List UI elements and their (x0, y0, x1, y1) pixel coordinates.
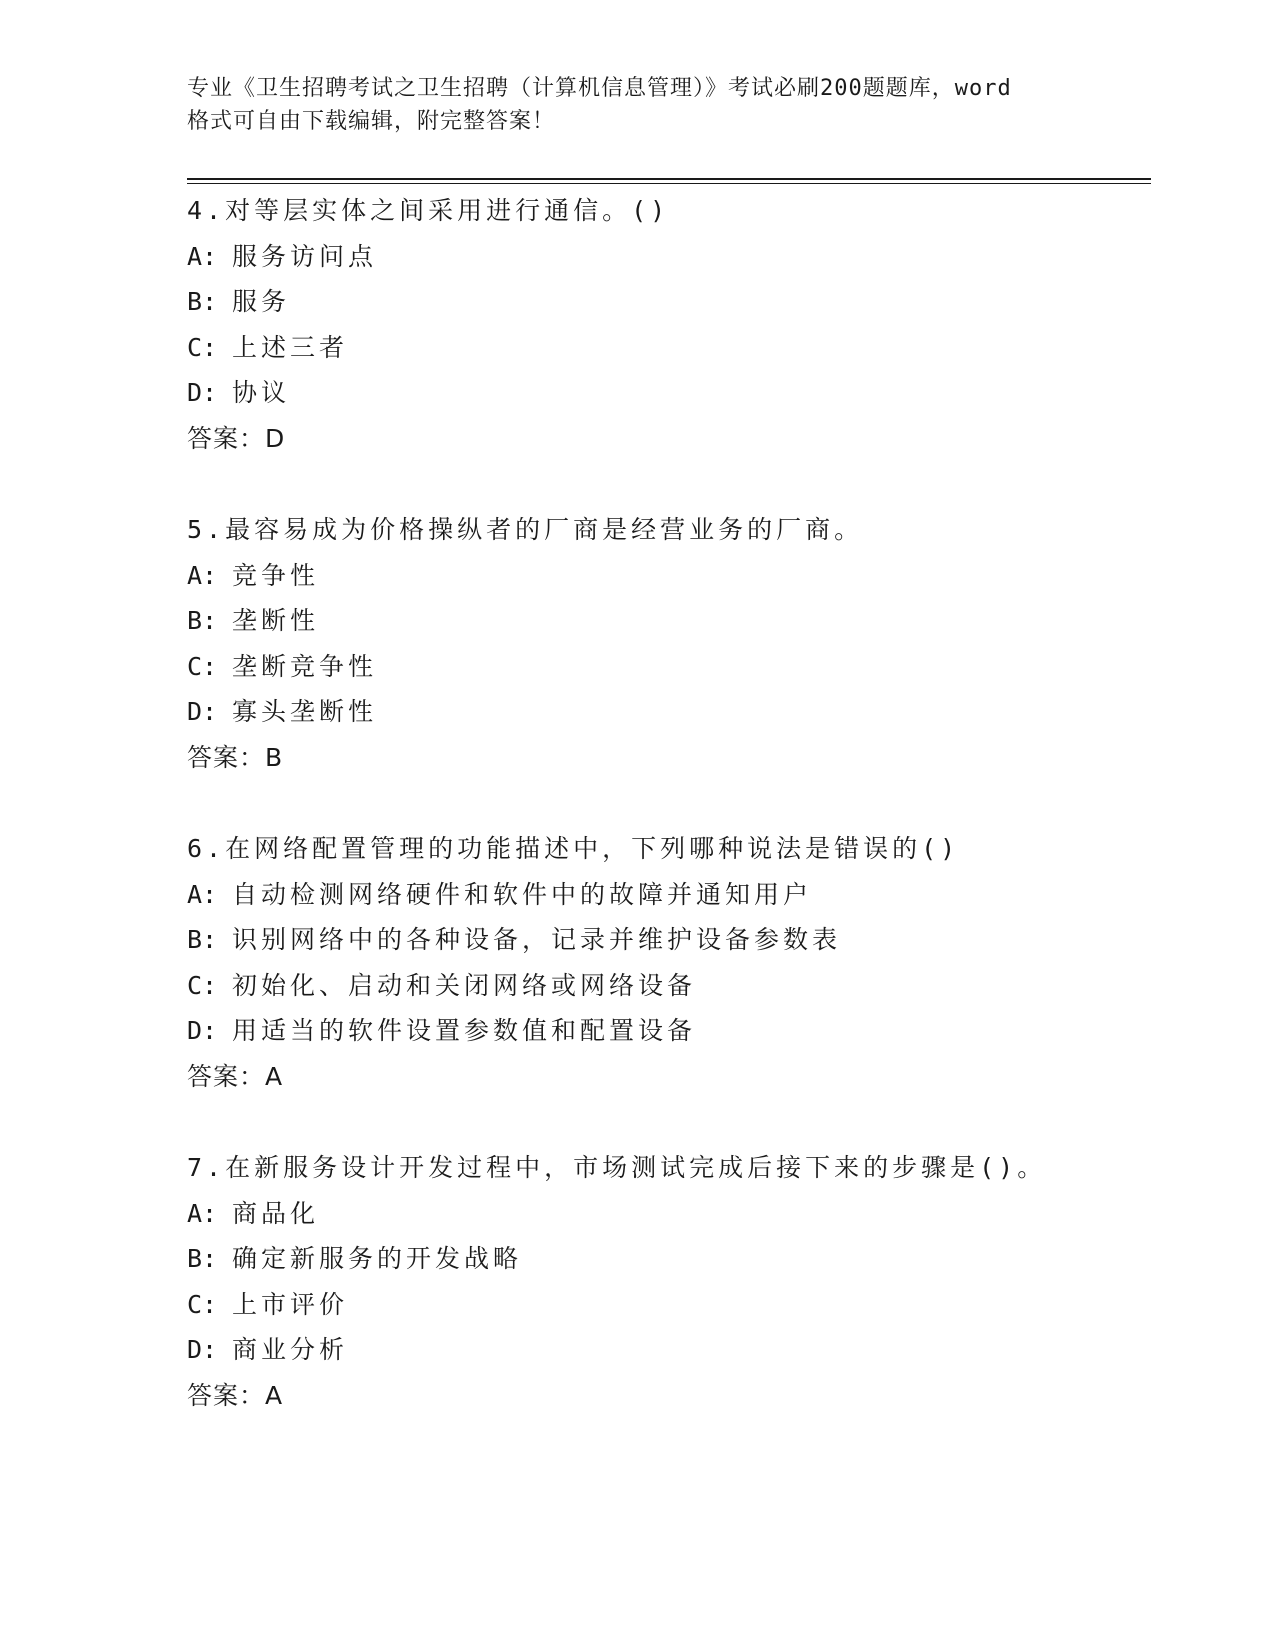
option-b (187, 598, 1151, 644)
option-text: 垄断竞争性 (232, 651, 378, 681)
option-text: 协议 (232, 378, 291, 407)
document-header (187, 72, 1087, 138)
option-text: 竞争性 (232, 560, 320, 590)
header-line-2: 格式可自由下载编辑，附完整答案！ (187, 109, 556, 134)
question-6 (187, 826, 1151, 1099)
option-d (187, 1008, 1151, 1054)
option-label: A: (187, 560, 218, 590)
option-c (187, 1282, 1151, 1328)
option-label: D: (187, 1016, 218, 1045)
question-7 (187, 1145, 1151, 1418)
header-line-1: 专业《卫生招聘考试之卫生招聘（计算机信息管理）》考试必刷200题题库，word (187, 76, 1012, 101)
question-4 (187, 188, 1151, 461)
option-text: 用适当的软件设置参数值和配置设备 (232, 1016, 697, 1045)
answer-line: 答案：D (187, 423, 286, 453)
option-text: 上述三者 (232, 332, 349, 362)
option-label: D: (187, 697, 218, 726)
option-label: B: (187, 1244, 218, 1273)
option-label: C: (187, 1289, 218, 1319)
option-text: 识别网络中的各种设备，记录并维护设备参数表 (232, 925, 842, 954)
option-text: 初始化、启动和关闭网络或网络设备 (232, 970, 697, 1000)
option-text: 寡头垄断性 (232, 697, 378, 726)
option-label: B: (187, 287, 218, 316)
option-label: C: (187, 332, 218, 362)
question-stem: 6.在网络配置管理的功能描述中，下列哪种说法是错误的() (187, 834, 960, 863)
header-divider-thick (187, 178, 1151, 180)
option-d (187, 370, 1151, 416)
option-c (187, 325, 1151, 371)
header-divider-thin (187, 183, 1151, 184)
answer-line: 答案：B (187, 742, 284, 772)
question-stem: 4.对等层实体之间采用进行通信。() (187, 196, 670, 225)
option-label: A: (187, 1198, 218, 1228)
option-label: A: (187, 879, 218, 909)
option-a (187, 872, 1151, 918)
option-a (187, 553, 1151, 599)
option-text: 服务访问点 (232, 241, 378, 271)
option-label: A: (187, 241, 218, 271)
option-d (187, 1327, 1151, 1373)
option-label: D: (187, 378, 218, 407)
option-label: D: (187, 1335, 218, 1364)
option-text: 商品化 (232, 1198, 320, 1228)
question-stem: 7.在新服务设计开发过程中，市场测试完成后接下来的步骤是()。 (187, 1153, 1047, 1182)
answer-line: 答案：A (187, 1061, 284, 1091)
option-b (187, 279, 1151, 325)
option-label: C: (187, 970, 218, 1000)
question-stem: 5.最容易成为价格操纵者的厂商是经营业务的厂商。 (187, 515, 864, 544)
option-a (187, 1191, 1151, 1237)
option-label: C: (187, 651, 218, 681)
option-b (187, 917, 1151, 963)
option-c (187, 644, 1151, 690)
option-text: 自动检测网络硬件和软件中的故障并通知用户 (232, 879, 813, 909)
question-5 (187, 507, 1151, 780)
option-label: B: (187, 925, 218, 954)
option-text: 上市评价 (232, 1289, 349, 1319)
option-text: 商业分析 (232, 1335, 349, 1364)
option-text: 服务 (232, 287, 291, 316)
option-a (187, 234, 1151, 280)
option-text: 确定新服务的开发战略 (232, 1244, 523, 1273)
option-label: B: (187, 606, 218, 635)
option-d (187, 689, 1151, 735)
answer-line: 答案：A (187, 1380, 284, 1410)
option-c (187, 963, 1151, 1009)
option-text: 垄断性 (232, 606, 320, 635)
option-b (187, 1236, 1151, 1282)
